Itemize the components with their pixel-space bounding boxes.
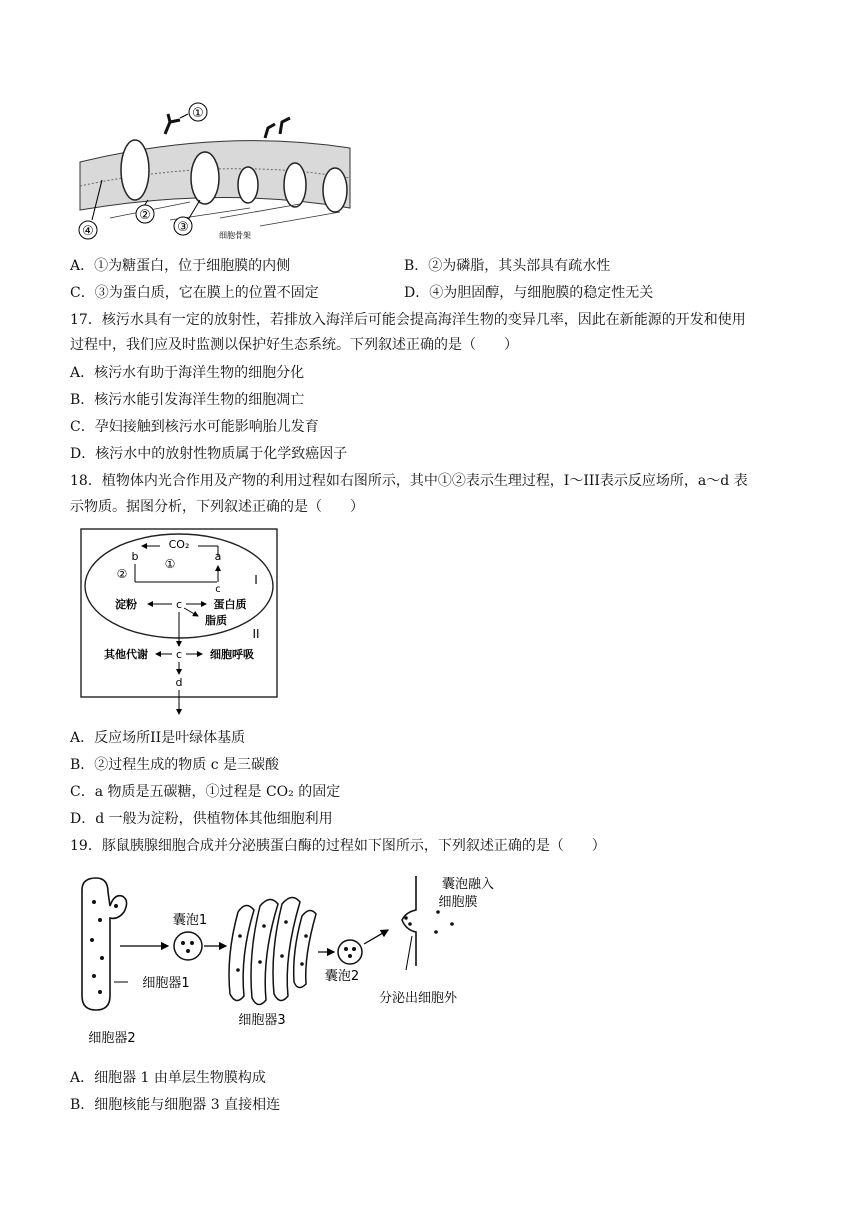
q19-option-b: B．细胞核能与细胞器 3 直接相连 <box>70 1097 281 1113</box>
q19-option-a: A．细胞器 1 由单层生物膜构成 <box>70 1070 266 1086</box>
protein-shape <box>121 140 149 200</box>
vesicle2-shape <box>338 940 362 964</box>
q18-option-c: C．a 物质是五碳糖，①过程是 CO₂ 的固定 <box>70 784 341 800</box>
q17-option-d: D．核污水中的放射性物质属于化学致癌因子 <box>70 446 348 462</box>
secretion-pathway-diagram <box>70 866 520 1052</box>
organelle1-label: 细胞器1 <box>142 976 190 991</box>
q17-option-a: A．核污水有助于海洋生物的细胞分化 <box>70 365 305 381</box>
vesicle1-label: 囊泡1 <box>172 913 208 928</box>
starch-label: 淀粉 <box>115 598 137 611</box>
other-metabolism-label: 其他代谢 <box>104 648 148 661</box>
site2-label: II <box>252 627 260 641</box>
protein-shape <box>238 167 258 203</box>
respiration-label: 细胞呼吸 <box>210 648 254 661</box>
glycoprotein-shape <box>280 118 290 134</box>
site1-label: I <box>254 573 258 587</box>
golgi-cisterna <box>294 910 316 987</box>
protein-shape <box>191 152 219 204</box>
q16-option-c: C．③为蛋白质，它在膜上的位置不固定 <box>70 285 319 301</box>
a-label: a <box>214 550 222 563</box>
label-3: ③ <box>177 220 189 235</box>
q16-option-b: B．②为磷脂，其头部具有疏水性 <box>404 258 611 274</box>
cytoskeleton-caption: 细胞骨架 <box>219 231 251 240</box>
protein-label: 蛋白质 <box>213 598 247 611</box>
label-2: ② <box>139 208 151 223</box>
glycoprotein-shape <box>165 114 180 134</box>
q17-option-c: C．孕妇接触到核污水可能影响胎儿发育 <box>70 419 319 435</box>
c-mid-label: c <box>175 598 183 611</box>
q18-option-a: A．反应场所II是叶绿体基质 <box>70 730 246 746</box>
co2-label: CO₂ <box>168 538 190 551</box>
lipid-label: 脂质 <box>205 614 227 627</box>
photosynthesis-diagram <box>80 528 280 720</box>
q16-option-d: D．④为胆固醇，与细胞膜的稳定性无关 <box>404 285 654 301</box>
c-top-label: c <box>215 584 221 595</box>
q17-stem-line2: 过程中，我们应及时监测以保护好生态系统。下列叙述正确的是（ ） <box>70 337 518 353</box>
vesicle2-label: 囊泡2 <box>324 969 360 984</box>
organelle2-label: 细胞器2 <box>88 1031 136 1046</box>
q17-option-b: B．核污水能引发海洋生物的细胞凋亡 <box>70 392 305 408</box>
fusion-label-line2: 细胞膜 <box>438 895 478 910</box>
golgi-cisterna <box>229 905 254 1000</box>
vesicle1-shape <box>174 932 202 960</box>
fusion-label-line1: 囊泡融入 <box>441 877 495 892</box>
q18-option-b: B．②过程生成的物质 c 是三碳酸 <box>70 757 280 773</box>
q18-stem-line1: 18．植物体内光合作用及产物的利用过程如右图所示，其中①②表示生理过程，I～III表示反应场所，a～d 表 <box>70 473 748 489</box>
d-label: d <box>175 676 183 689</box>
c-low-label: c <box>175 648 183 661</box>
organelle3-label: 细胞器3 <box>238 1013 286 1028</box>
q19-stem: 19．豚鼠胰腺细胞合成并分泌胰蛋白酶的过程如下图所示，下列叙述正确的是（ ） <box>70 838 606 854</box>
glycoprotein-shape <box>265 124 275 138</box>
q16-option-a: A．①为糖蛋白，位于细胞膜的内侧 <box>70 258 291 274</box>
process2-label: ② <box>116 567 128 581</box>
cell-membrane-figure <box>70 100 360 248</box>
protein-shape <box>284 163 306 207</box>
q18-option-d: D．d 一般为淀粉，供植物体其他细胞利用 <box>70 811 333 827</box>
rough-er-shape <box>82 878 127 1010</box>
label-1: ① <box>192 106 204 121</box>
label-4: ④ <box>82 224 94 239</box>
secrete-label: 分泌出细胞外 <box>378 991 458 1006</box>
protein-shape <box>323 168 347 212</box>
q18-stem-line2: 示物质。据图分析，下列叙述正确的是（ ） <box>70 499 364 515</box>
b-label: b <box>131 550 139 563</box>
process1-label: ① <box>164 557 176 571</box>
q17-stem-line1: 17．核污水具有一定的放射性，若排放入海洋后可能会提高海洋生物的变异几率，因此在新能源的开发和使用 <box>70 312 746 328</box>
